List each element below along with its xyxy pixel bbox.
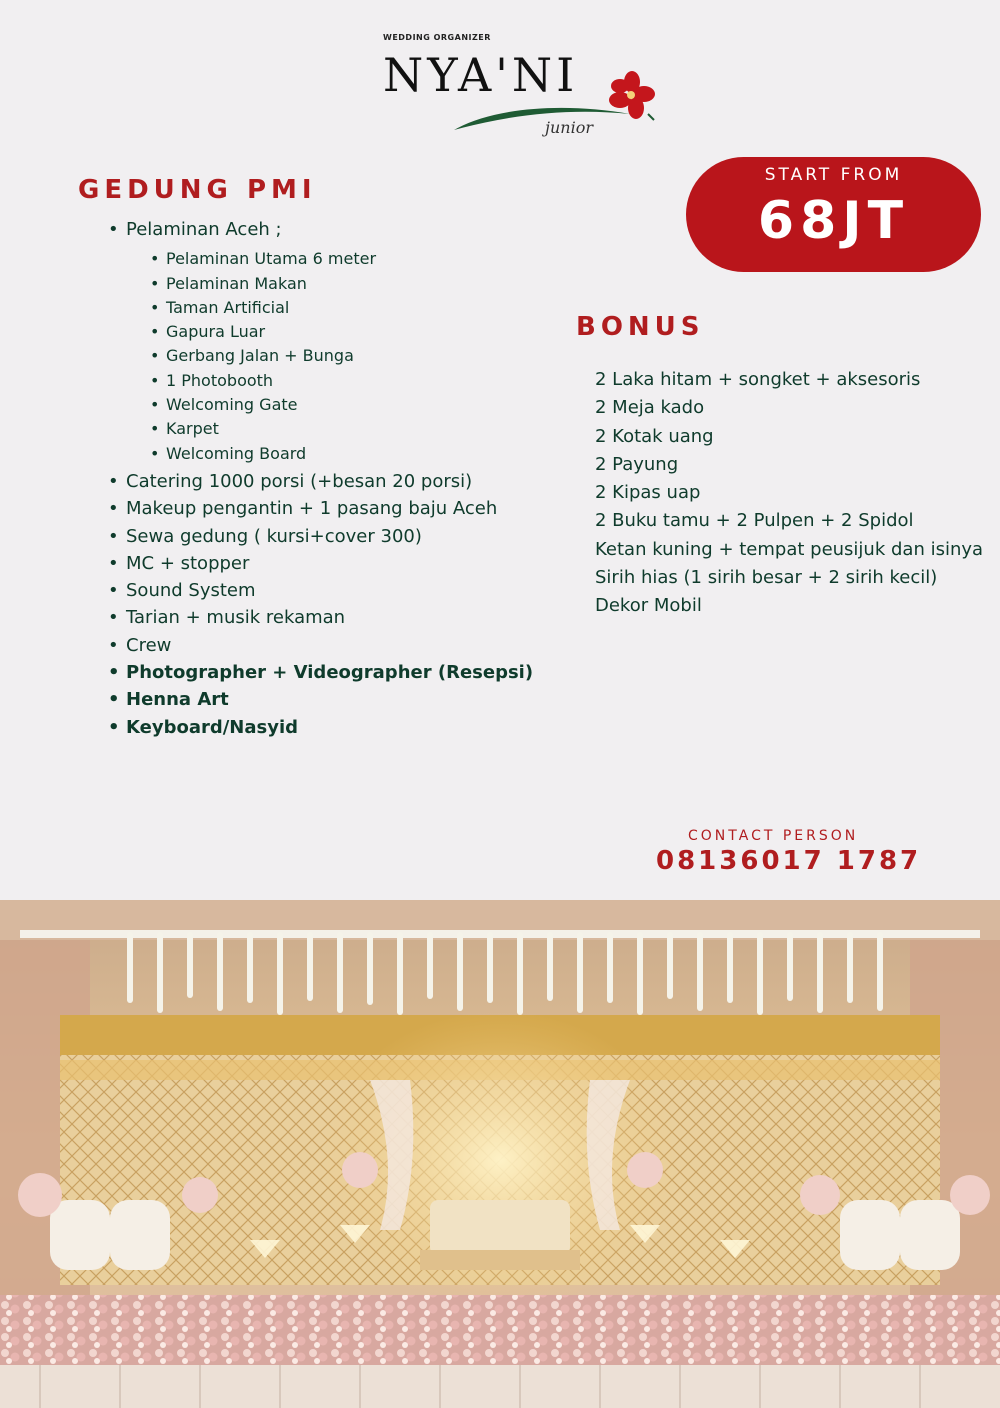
logo-flower-icon [608,70,656,122]
price-label: START FROM [764,165,903,185]
pelaminan-sublist [166,247,533,466]
bonus-item: • 2 Payung [595,451,1000,479]
contact-phone: 08136017 1787 [656,846,922,876]
list-item: • Sewa gedung ( kursi+cover 300) [126,523,533,550]
pelaminan-label: Pelaminan Aceh ; [126,219,282,240]
sub-list-item: • Pelaminan Makan [166,272,533,296]
sub-list-item: • Gapura Luar [166,320,533,344]
bonus-item: • Sirih hias (1 sirih besar + 2 sirih kecil) [595,564,1000,592]
contact-label: CONTACT PERSON [688,828,859,844]
logo-wordmark: NYA'NI [383,48,579,102]
package-title: GEDUNG PMI [78,175,317,205]
sub-list-item: • Welcoming Gate [166,393,533,417]
list-item: • Keyboard/Nasyid [126,714,533,741]
bonus-item: • 2 Kipas uap [595,479,1000,507]
bonus-title: BONUS [576,312,705,342]
price-badge [686,157,981,272]
list-item: • Sound System [126,577,533,604]
package-list [126,216,533,741]
bonus-item: • 2 Meja kado [595,394,1000,422]
price-value: 68JT [757,191,910,251]
list-item: • Photographer + Videographer (Resepsi) [126,659,533,686]
list-item: • Makeup pengantin + 1 pasang baju Aceh [126,495,533,522]
sub-list-item: • Welcoming Board [166,442,533,466]
logo-script-text: junior [545,118,593,137]
list-item: • Henna Art [126,686,533,713]
bonus-list [595,366,1000,621]
sub-list-item: • 1 Photobooth [166,369,533,393]
sub-list-item: • Pelaminan Utama 6 meter [166,247,533,271]
logo-swoosh-icon [452,100,632,140]
bonus-item: • 2 Laka hitam + songket + aksesoris [595,366,1000,394]
logo-tagline: WEDDING ORGANIZER [383,33,491,42]
list-item: • Crew [126,632,533,659]
bonus-item: • Ketan kuning + tempat peusijuk dan isinya [595,536,1000,564]
sub-list-item: • Gerbang Jalan + Bunga [166,344,533,368]
list-item: • Catering 1000 porsi (+besan 20 porsi) [126,468,533,495]
bonus-item: • 2 Buku tamu + 2 Pulpen + 2 Spidol [595,507,1000,535]
wedding-stage-photo [0,900,1000,1408]
bonus-item: • Dekor Mobil [595,592,1000,620]
bonus-item: • 2 Kotak uang [595,423,1000,451]
list-item: • Tarian + musik rekaman [126,604,533,631]
list-item [126,216,533,466]
sub-list-item: • Karpet [166,417,533,441]
list-item: • MC + stopper [126,550,533,577]
sub-list-item: • Taman Artificial [166,296,533,320]
